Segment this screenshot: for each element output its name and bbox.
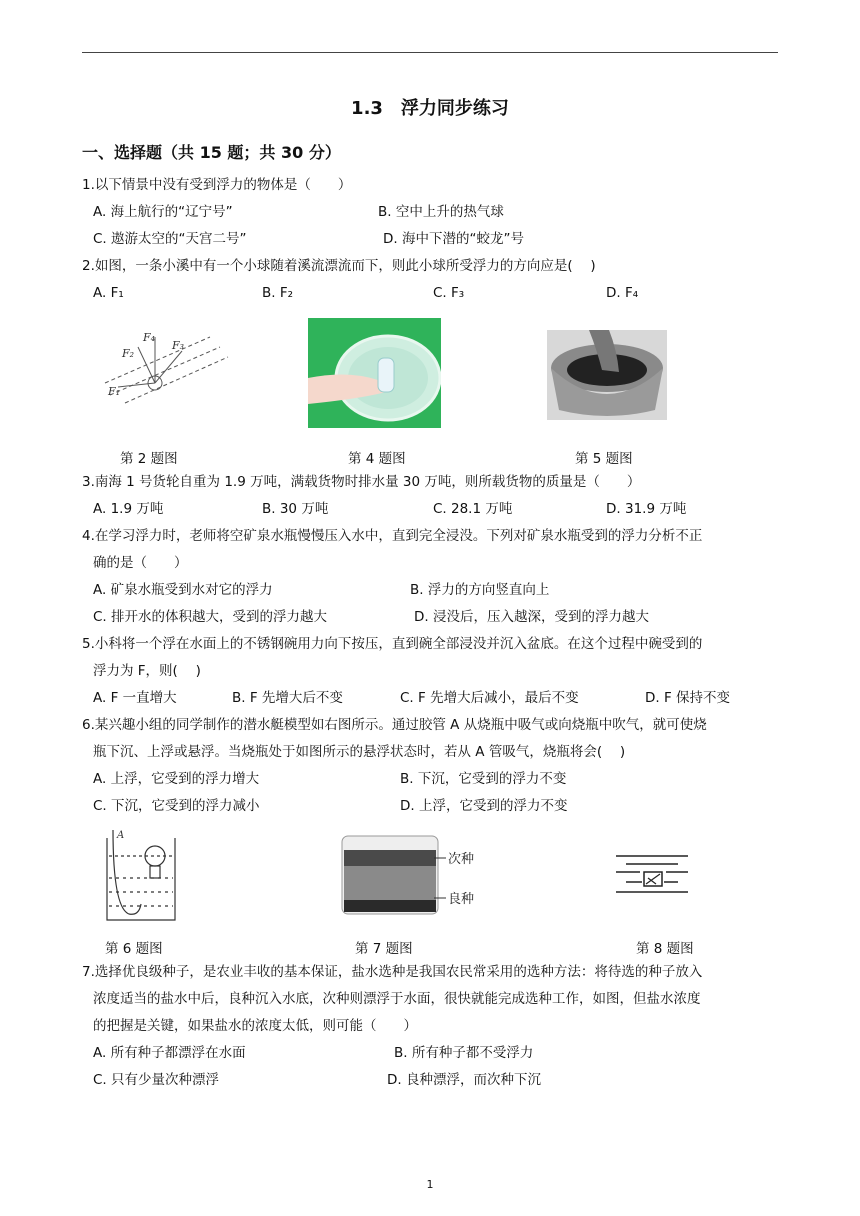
figure-caption-q8: 第 8 题图 (636, 941, 694, 957)
q2-option-a: A. F₁ (93, 285, 124, 301)
q7-option-d: D. 良种漂浮，而次种下沉 (387, 1072, 541, 1088)
q5-option-a: A. F 一直增大 (93, 690, 177, 706)
label-inferior-seed: 次种 (448, 852, 475, 867)
q6-option-d: D. 上浮，它受到的浮力不变 (400, 798, 568, 814)
q4-option-b: B. 浮力的方向竖直向上 (410, 582, 550, 598)
q6-option-b: B. 下沉，它受到的浮力不变 (400, 771, 567, 787)
question-7-stem-line2: 浓度适当的盐水中后，良种沉入水底，次种则漂浮于水面，很快就能完成选种工作，如图，但盐水浓度 (93, 991, 701, 1007)
tube-label-a: A (117, 830, 125, 841)
question-4-stem-line2: 确的是（ ） (93, 555, 188, 571)
figure-caption-q6: 第 6 题图 (105, 941, 163, 957)
bowl-pressed-in-basin-photo (547, 330, 667, 420)
q3-option-a: A. 1.9 万吨 (93, 501, 164, 517)
question-5-stem-line2: 浮力为 F，则( ) (93, 663, 201, 679)
page-number: 1 (426, 1178, 434, 1191)
q1-option-c: C. 遨游太空的“天宫二号” (93, 231, 247, 247)
header-rule (82, 52, 778, 53)
question-5-stem-line1: 5.小科将一个浮在水面上的不锈钢碗用力向下按压，直到碗全部浸没并沉入盆底。在这个过程中碗受到的 (82, 636, 703, 652)
question-2-stem: 2.如图，一条小溪中有一个小球随着溪流漂流而下，则此小球所受浮力的方向应是( ) (82, 258, 596, 274)
page-title: 1.3 浮力同步练习 (351, 98, 509, 119)
q5-option-c: C. F 先增大后减小，最后不变 (400, 690, 579, 706)
floating-block-diagram (612, 850, 692, 900)
question-6-stem-line1: 6.某兴趣小组的同学制作的潜水艇模型如右图所示。通过胶管 A 从烧瓶中吸气或向烧瓶中吹气，就可使烧 (82, 717, 707, 733)
figure-caption-q4: 第 4 题图 (348, 451, 406, 467)
figure-caption-q2: 第 2 题图 (120, 451, 178, 467)
figure-caption-q7: 第 7 题图 (355, 941, 413, 957)
question-7-stem-line3: 的把握是关键，如果盐水的浓度太低，则可能（ ） (93, 1018, 417, 1034)
force-label-f2: F₂ (122, 347, 135, 360)
q4-option-c: C. 排开水的体积越大，受到的浮力越大 (93, 609, 328, 625)
q2-option-b: B. F₂ (262, 285, 294, 301)
stream-ball-force-diagram (100, 325, 230, 405)
q2-option-c: C. F₃ (433, 285, 465, 301)
question-6-stem-line2: 瓶下沉、上浮或悬浮。当烧瓶处于如图所示的悬浮状态时，若从 A 管吸气，烧瓶将会( ) (93, 744, 626, 760)
q5-option-d: D. F 保持不变 (645, 690, 731, 706)
q1-option-b: B. 空中上升的热气球 (378, 204, 504, 220)
q3-option-b: B. 30 万吨 (262, 501, 329, 517)
q4-option-a: A. 矿泉水瓶受到水对它的浮力 (93, 582, 273, 598)
q3-option-d: D. 31.9 万吨 (606, 501, 687, 517)
question-4-stem-line1: 4.在学习浮力时，老师将空矿泉水瓶慢慢压入水中，直到完全浸没。下列对矿泉水瓶受到的浮力分析不正 (82, 528, 703, 544)
question-7-stem-line1: 7.选择优良级种子，是农业丰收的基本保证，盐水选种是我国农民常采用的选种方法：将待选的种子放入 (82, 964, 703, 980)
section-heading: 一、选择题（共 15 题；共 30 分） (82, 143, 341, 162)
force-label-f1: F₁ (108, 385, 121, 398)
bottle-in-water-photo (308, 318, 441, 428)
q7-option-c: C. 只有少量次种漂浮 (93, 1072, 220, 1088)
submarine-model-diagram (105, 828, 177, 924)
question-1-stem: 1.以下情景中没有受到浮力的物体是（ ） (82, 177, 352, 193)
q2-option-d: D. F₄ (606, 285, 639, 301)
q6-option-c: C. 下沉，它受到的浮力减小 (93, 798, 260, 814)
q7-option-b: B. 所有种子都不受浮力 (394, 1045, 534, 1061)
figure-caption-q5: 第 5 题图 (575, 451, 633, 467)
q7-option-a: A. 所有种子都漂浮在水面 (93, 1045, 246, 1061)
q5-option-b: B. F 先增大后不变 (232, 690, 343, 706)
question-3-stem: 3.南海 1 号货轮自重为 1.9 万吨，满载货物时排水量 30 万吨，则所载货物的质量是（ ） (82, 474, 641, 490)
q1-option-d: D. 海中下潜的“蛟龙”号 (383, 231, 524, 247)
q1-option-a: A. 海上航行的“辽宁号” (93, 204, 233, 220)
q3-option-c: C. 28.1 万吨 (433, 501, 513, 517)
salt-water-seed-selection-photo (338, 828, 480, 918)
label-good-seed: 良种 (448, 892, 475, 907)
q4-option-d: D. 浸没后，压入越深，受到的浮力越大 (414, 609, 649, 625)
force-label-f4: F₄ (143, 331, 156, 344)
force-label-f3: F₃ (172, 339, 185, 352)
q6-option-a: A. 上浮，它受到的浮力增大 (93, 771, 260, 787)
